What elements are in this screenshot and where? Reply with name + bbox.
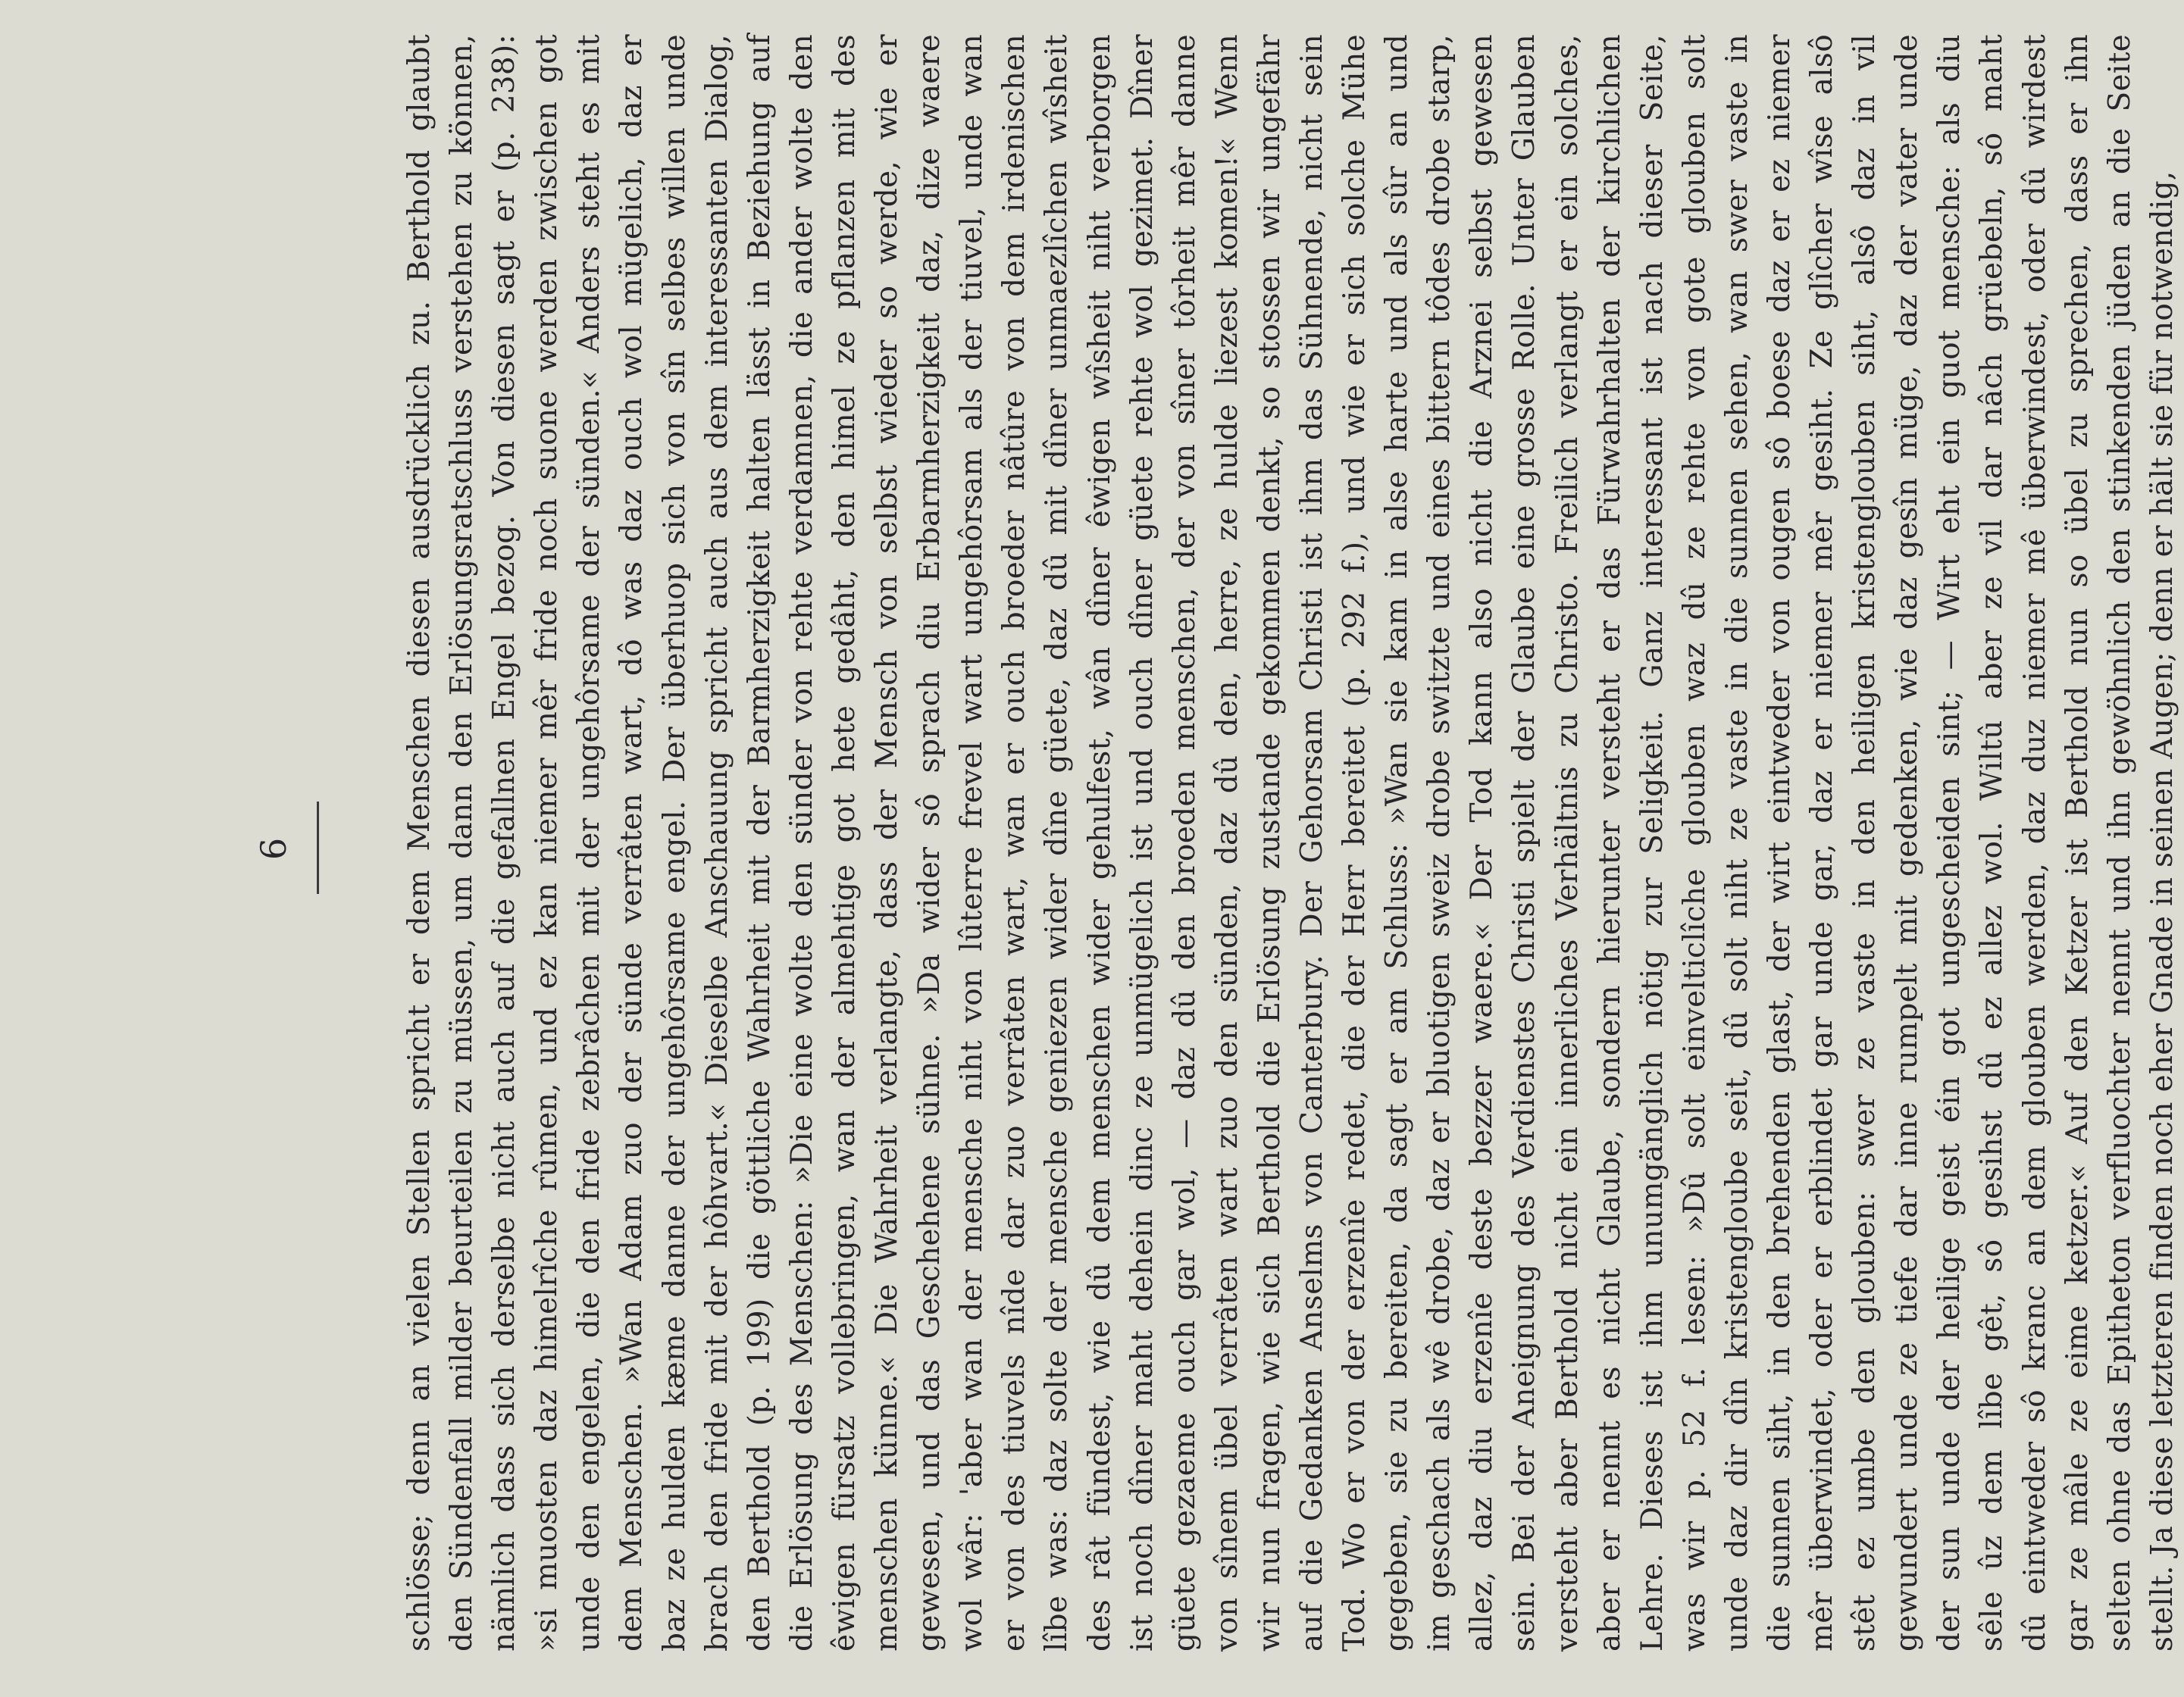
text-line: er von des tiuvels nîde dar zuo verrâten wart, wan er ouch broeder nâtûre von dem irdenischen	[997, 34, 1032, 1652]
text-line: sêle ûz dem lîbe gêt, sô gesihst dû ez allez wol. Wiltû aber ze vil dar nâch grüebeln, sô maht	[1975, 34, 2010, 1652]
text-line: den Sündenfall milder beurteilen zu müssen, um dann den Erlösungsratschluss verstehen zu können,	[445, 34, 480, 1652]
text-line: unde daz dir dîn kristengloube seit, dû solt niht ze vaste in die sunnen sehen, wan swer vaste in	[1719, 34, 1754, 1652]
text-line: im geschach als wê drobe, daz er bluotigen sweiz drobe switzte und eines bittern tôdes drobe starp,	[1422, 34, 1457, 1652]
text-line: êwigen fürsatz vollebringen, wan der almehtige got hete gedâht, den himel ze pflanzen mit des	[827, 34, 862, 1652]
text-line: schlösse; denn an vielen Stellen spricht er dem Menschen diesen ausdrücklich zu. Berthold glaubt	[402, 34, 436, 1652]
text-line: gar ze mâle ze eime ketzer.« Auf den Ketzer ist Berthold nun so übel zu sprechen, dass er ihn	[2060, 34, 2095, 1652]
text-line: »si muosten daz himelrîche rûmen, und ez kan niemer mêr fride noch suone werden zwischen got	[530, 34, 565, 1652]
text-line: Tod. Wo er von der erzenîe redet, die der Herr bereitet (p. 292 f.), und wie er sich solche Mühe	[1338, 34, 1372, 1652]
text-line: versteht aber Berthold nicht ein innerliches Verhältnis zu Christo. Freilich verlangt er ein solches,	[1550, 34, 1585, 1652]
text-line: den Berthold (p. 199) die göttliche Wahrheit mit der Barmherzigkeit halten lässt in Beziehung auf	[742, 34, 777, 1652]
text-line: wol wâr: 'aber wan der mensche niht von lûterre frevel wart ungehôrsam als der tiuvel, unde wan	[955, 34, 990, 1652]
text-line: die Erlösung des Menschen: »Die eine wolte den sünder von rehte verdamnen, die ander wolte den	[784, 34, 819, 1652]
text-line: aber er nennt es nicht Glaube, sondern hierunter versteht er das Fürwahrhalten der kirchlichen	[1592, 34, 1627, 1652]
text-line: lîbe was: daz solte der mensche geniezen wider dîne güete, daz dû mit dîner unmaezlîchen wîsheit	[1040, 34, 1075, 1652]
page-number: 6	[253, 836, 294, 861]
text-line: gegeben, sie zu bereiten, da sagt er am Schluss: »Wan sie kam in alse harte und als sûr an und	[1380, 34, 1415, 1652]
text-line: sein. Bei der Aneignung des Verdienstes Christi spielt der Glaube eine grosse Rolle. Unter Glauben	[1507, 34, 1542, 1652]
text-line: selten ohne das Epitheton verfluochter nennt und ihn gewöhnlich den stinkenden jüden an die Seite	[2102, 34, 2137, 1652]
text-line: brach den fride mit der hôhvart.« Dieselbe Anschauung spricht auch aus dem interessanten Dialog,	[699, 34, 734, 1652]
text-line: dem Menschen. »Wan Adam zuo der sünde verrâten wart, dô was daz ouch wol mügelich, daz er	[615, 34, 649, 1652]
header-rule	[317, 802, 319, 894]
text-line: ist noch dîner maht dehein dinc ze unmügelich ist und ouch dîner güete rehte wol gezimet. Dîner	[1125, 34, 1159, 1652]
text-line: mêr überwindet, oder er erblindet gar unde gar, daz er niemer mêr gesiht. Ze glîcher wîse alsô	[1805, 34, 1840, 1652]
text-line: auf die Gedanken Anselms von Canterbury. Der Gehorsam Christi ist ihm das Sühnende, nicht sein	[1294, 34, 1329, 1652]
rotated-page-content	[89, 15, 2179, 1682]
text-line: der sun unde der heilige geist éin got ungescheiden sint; — Wirt eht ein guot mensche: als diu	[1932, 34, 1967, 1652]
text-line: stellt. Ja diese letzteren finden noch eher Gnade in seinen Augen; denn er hält sie für notwendig,	[2145, 170, 2179, 1652]
text-line: menschen künne.« Die Wahrheit verlangte, dass der Mensch von selbst wieder so werde, wie er	[870, 34, 905, 1652]
text-line: was wir p. 52 f. lesen: »Dû solt einvelticlîche glouben waz dû ze rehte von gote glouben solt	[1677, 34, 1712, 1652]
text-line: allez, daz diu erzenîe deste bezzer waere.« Der Tod kann also nicht die Arznei selbst gewesen	[1465, 34, 1500, 1652]
text-line: von sînem übel verrâten wart zuo den sünden, daz dû den, herre, ze hulde liezest komen!« Wenn	[1209, 34, 1244, 1652]
text-line: wir nun fragen, wie sich Berthold die Erlösung zustande gekommen denkt, so stossen wir ungefähr	[1252, 34, 1287, 1652]
text-line: nämlich dass sich derselbe nicht auch auf die gefallnen Engel bezog. Von diesen sagt er (p. 238):	[487, 34, 522, 1652]
text-line: unde den engelen, die den fride zebrâchen mit der ungehôrsame der sünden.« Anders steht es mit	[572, 34, 607, 1652]
text-line: gewundert unde ze tiefe dar inne rumpelt mit gedenken, wie daz gesîn müge, daz der vater unde	[1890, 34, 1925, 1652]
text-line: gewesen, und das Geschehene sühne. »Da wider sô sprach diu Erbarmherzigkeit daz, dize waere	[912, 34, 947, 1652]
body-text	[399, 34, 2184, 1652]
text-line: Lehre. Dieses ist ihm unumgänglich nötig zur Seligkeit. Ganz interessant ist nach dieser Seite,	[1635, 34, 1669, 1652]
text-line: dû eintweder sô kranc an dem glouben werden, daz duz niemer mê überwindest, oder dû wirdest	[2017, 34, 2052, 1652]
text-line: güete gezaeme ouch gar wol, — daz dû den broeden menschen, der von sîner tôrheit mêr danne	[1167, 34, 1202, 1652]
text-line: des rât fündest, wie dû dem menschen wider gehulfest, wân dîner êwigen wîsheit niht verborgen	[1082, 34, 1117, 1652]
text-line: baz ze hulden kæme danne der ungehôrsame engel. Der überhuop sich von sîn selbes willen unde	[657, 34, 692, 1652]
text-line: die sunnen siht, in den brehenden glast, der wirt eintweder von ougen sô boese daz er ez niemer	[1763, 34, 1797, 1652]
text-line: stêt ez umbe den glouben: swer ze vaste in den heiligen kristenglouben siht, alsô daz in vil	[1848, 34, 1882, 1652]
